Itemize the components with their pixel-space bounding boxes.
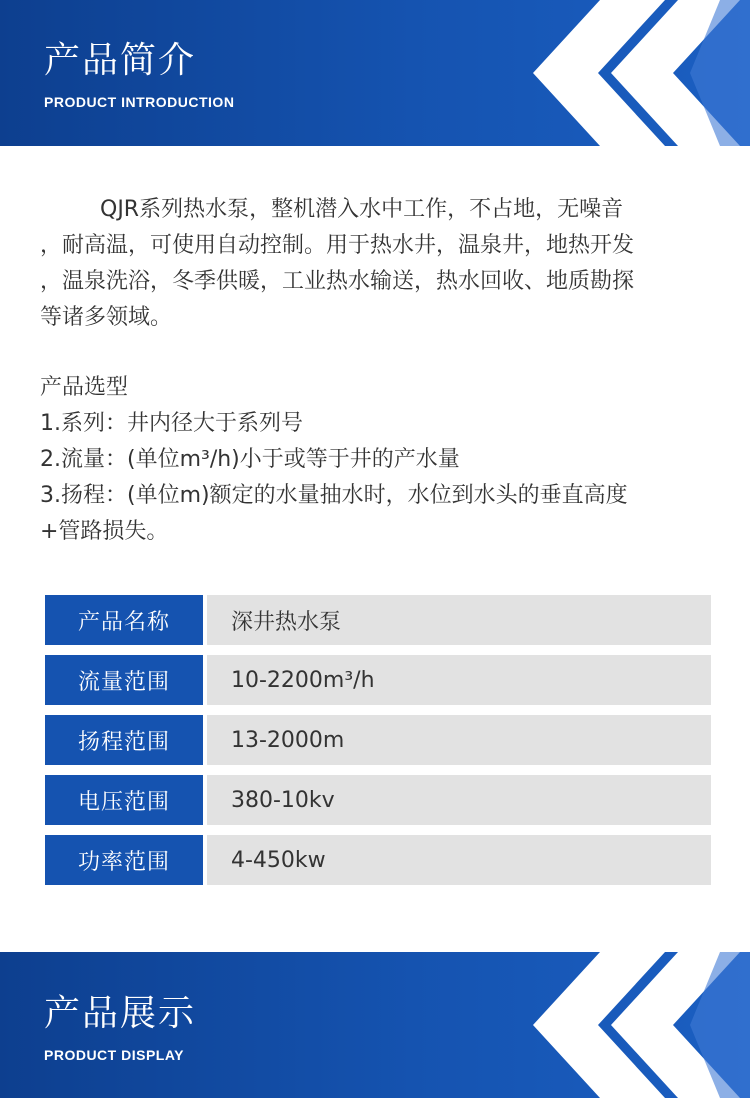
table-row xyxy=(45,835,711,885)
spec-value: 深井热水泵 xyxy=(207,595,711,645)
intro-banner xyxy=(0,0,750,146)
selection-section xyxy=(40,370,730,550)
display-banner-subtitle: PRODUCT DISPLAY xyxy=(44,1047,185,1063)
table-row xyxy=(45,775,711,825)
spec-value: 4-450kw xyxy=(207,835,711,885)
display-banner-title: 产品展示 xyxy=(44,993,197,1034)
selection-item: 1.系列：井内径大于系列号 xyxy=(40,411,303,436)
intro-banner-subtitle: PRODUCT INTRODUCTION xyxy=(44,94,235,110)
spec-label: 产品名称 xyxy=(45,595,203,645)
intro-line: QJR系列热水泵，整机潜入水中工作，不占地，无噪音 xyxy=(100,197,624,222)
selection-item: 2.流量：(单位m³/h)小于或等于井的产水量 xyxy=(40,447,460,472)
table-row xyxy=(45,715,711,765)
intro-banner-title: 产品简介 xyxy=(44,40,197,81)
selection-heading: 产品选型 xyxy=(40,375,129,400)
intro-line: ，温泉洗浴，冬季供暖，工业热水输送，热水回收、地质勘探 xyxy=(40,269,635,294)
spec-table xyxy=(45,595,711,895)
table-row xyxy=(45,595,711,645)
spec-value: 13-2000m xyxy=(207,715,711,765)
intro-line: ，耐高温，可使用自动控制。用于热水井，温泉井，地热开发 xyxy=(40,233,635,258)
intro-line: 等诸多领域。 xyxy=(40,305,173,330)
spec-value: 10-2200m³/h xyxy=(207,655,711,705)
spec-label: 电压范围 xyxy=(45,775,203,825)
intro-paragraph xyxy=(40,192,720,336)
selection-item: +管路损失。 xyxy=(40,519,169,544)
selection-item: 3.扬程：(单位m)额定的水量抽水时，水位到水头的垂直高度 xyxy=(40,483,628,508)
spec-value: 380-10kv xyxy=(207,775,711,825)
spec-label: 功率范围 xyxy=(45,835,203,885)
display-banner xyxy=(0,952,750,1098)
table-row xyxy=(45,655,711,705)
spec-label: 扬程范围 xyxy=(45,715,203,765)
spec-label: 流量范围 xyxy=(45,655,203,705)
